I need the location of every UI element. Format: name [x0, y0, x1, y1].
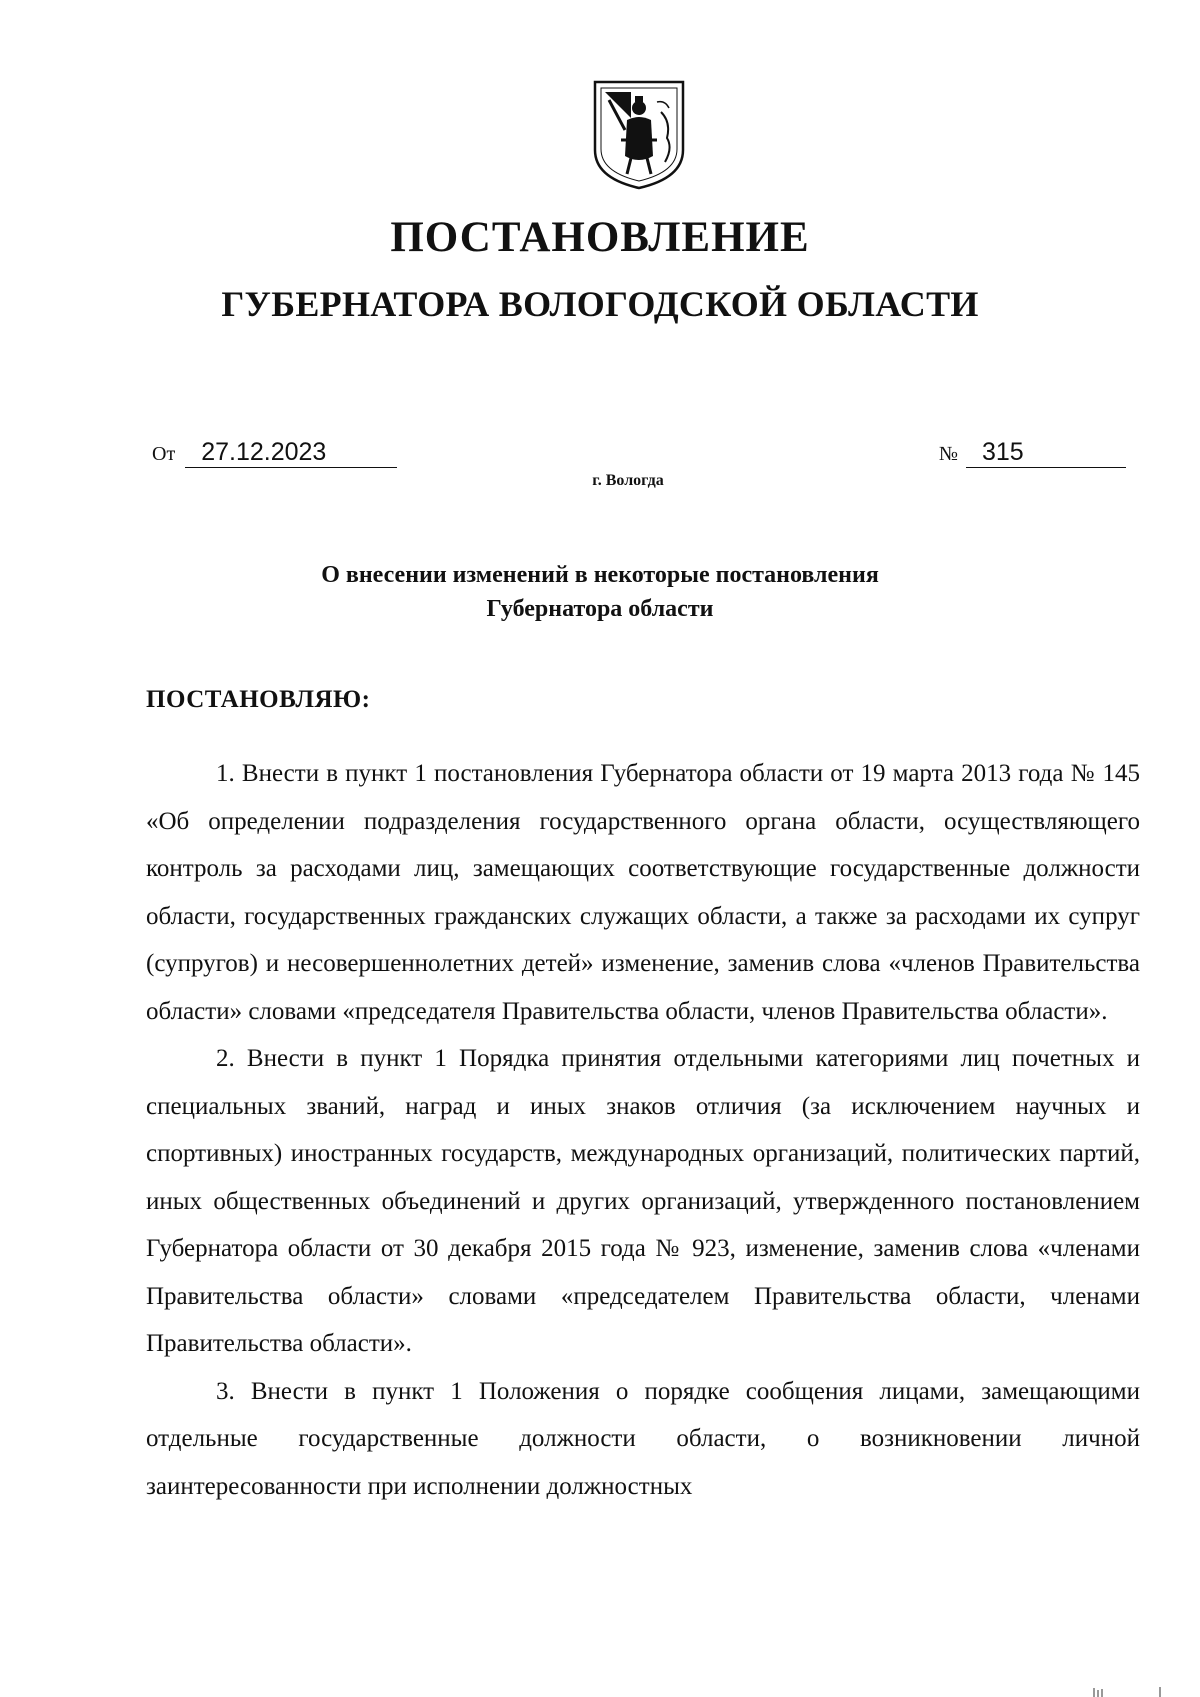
issuer-title: ГУБЕРНАТОРА ВОЛОГОДСКОЙ ОБЛАСТИ — [221, 284, 979, 324]
number-field — [939, 437, 1126, 468]
number-prefix: № — [938, 443, 958, 465]
paragraph-1: 1. Внести в пункт 1 постановления Губернатора области от 19 марта 2013 года № 145 «Об определении подразделения государственного органа области, осуществляющего контроль за расходами лиц, замещающих соответствующие государственные должности области, государственных гражданских служащих области, а также за расходами их супруг (супругов) и несовершеннолетних детей» изменение, заменив слова «членов Правительства области» словами «председателя Правительства области, членов Правительства области». — [146, 760, 1140, 1025]
document-type-title: ПОСТАНОВЛЕНИЕ — [390, 214, 810, 261]
document-body — [146, 750, 1140, 1510]
subject-line-2: Губернатора области — [486, 596, 714, 622]
date-field — [152, 437, 397, 468]
date-value: 27.12.2023 — [185, 437, 397, 468]
date-prefix: От — [152, 443, 176, 465]
decree-heading: ПОСТАНОВЛЯЮ: — [146, 686, 371, 713]
scan-mark — [1088, 1686, 1168, 1697]
document-subject — [0, 558, 1200, 626]
paragraph-3: 3. Внести в пункт 1 Положения о порядке сообщения лицами, замещающими отдельные государственные должности области, о возникновении личной заинтересованности при исполнении должностных — [146, 1377, 1140, 1500]
number-value: 315 — [966, 437, 1126, 468]
vologda-coat-of-arms-icon — [591, 78, 687, 190]
paragraph-2: 2. Внести в пункт 1 Порядка принятия отдельными категориями лиц почетных и специальных званий, наград и иных знаков отличия (за исключением научных и спортивных) иностранных государств, международных организаций, политических партий, иных общественных объединений и других организаций, утвержденного постановлением Губернатора области от 30 декабря 2015 года № 923, изменение, заменив слова «членами Правительства области» словами «председателем Правительства области, членами Правительства области». — [146, 1045, 1140, 1357]
subject-line-1: О внесении изменений в некоторые постановления — [321, 562, 879, 588]
city-label: г. Вологда — [592, 472, 664, 489]
